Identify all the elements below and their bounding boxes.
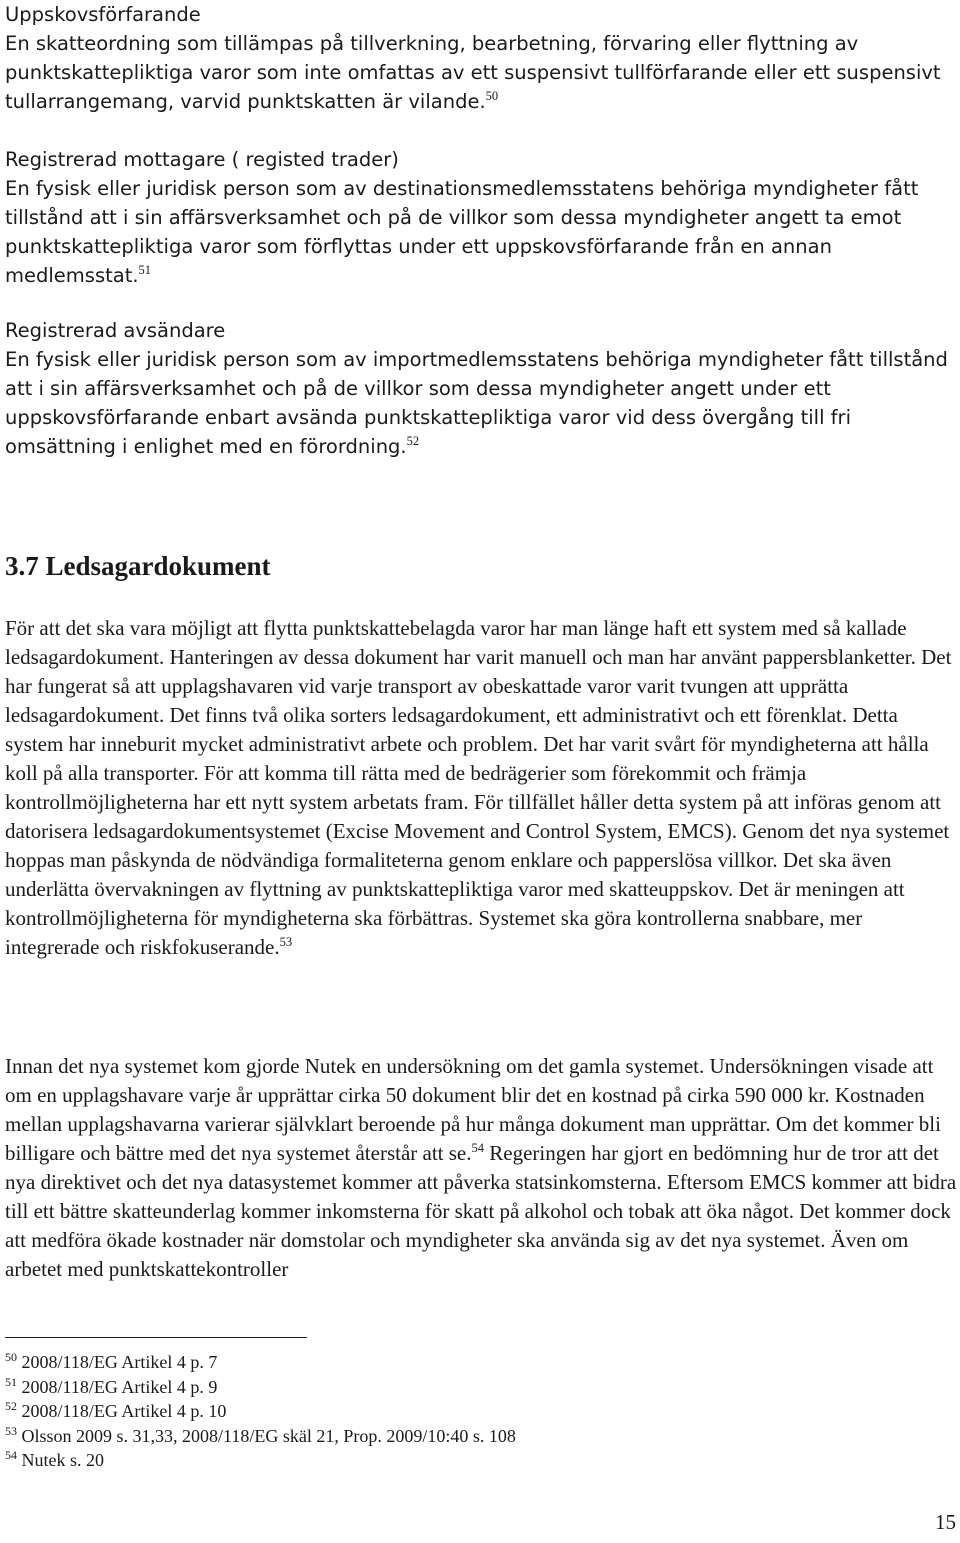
- definition-term: Registrerad avsändare: [5, 319, 226, 342]
- footnote-number: 54: [5, 1448, 17, 1462]
- definition-term: Uppskovsförfarande: [5, 3, 201, 26]
- footnote-ref[interactable]: 54: [471, 1141, 484, 1155]
- footnote-text: 2008/118/EG Artikel 4 p. 9: [21, 1376, 218, 1397]
- footnote-separator: [5, 1337, 307, 1338]
- footnote-ref[interactable]: 53: [279, 935, 293, 949]
- footnote-text: Nutek s. 20: [21, 1450, 104, 1470]
- footnote-number: 53: [5, 1423, 17, 1438]
- footnote-item: [5, 1424, 516, 1449]
- definition-term: Registrerad mottagare ( registed trader): [5, 148, 399, 171]
- footnote-number: 50: [5, 1350, 17, 1364]
- section-heading: 3.7 Ledsagardokument: [5, 551, 271, 581]
- footnote-text: 2008/118/EG Artikel 4 p. 7: [21, 1352, 218, 1372]
- definition-text: En fysisk eller juridisk person som av destinationsmedlemsstatens behöriga myndigheter fått tillstånd att i sin affärsverksamhet och på de villkor som dessa myndigheter angett ta emot punktskattepliktiga varor som förflyttas under ett uppskovsförfarande från en annan medlemsstat.$^{51}$: [5, 177, 919, 287]
- footnote-item: [5, 1448, 516, 1473]
- section-paragraph-1: För att det ska vara möjligt att flytta punktskattebelagda varor har man länge haft ett system med så kallade ledsagardokument. Hanteringen av dessa dokument har varit manuell och man har använt pappersblanketter. Det har fungerat så att upplagshavaren vid varje transport av obeskattade varor varit tvungen att upprätta ledsagardokument. Det finns två olika sorters ledsagardokument, ett administrativt och ett förenklat. Detta system har inneburit mycket administrativt arbete och problem. Det har varit svårt för myndigheterna att hålla koll på alla transporter. För att komma till rätta med de bedrägerier som förekommit och främja kontrollmöjligheterna har ett nytt system arbetats fram. För tillfället håller detta system på att införas genom att datorisera ledsagardokumentsystemet (Excise Movement and Control System, EMCS). Genom det nya systemet hoppas man påskynda de nödvändiga formaliteterna genom enklare och papperslösa villkor. Det ska även underlätta övervakningen av flyttning av punktskattepliktiga varor med skatteuppskov. Det är meningen att kontrollmöjligheterna för myndigheterna ska förbättras. Systemet ska göra kontrollerna snabbare, mer integrerade och riskfokuserande.$^{53}$: [5, 616, 952, 959]
- footnote-number: 52: [5, 1399, 17, 1413]
- definition-text: En skatteordning som tillämpas på tillverkning, bearbetning, förvaring eller flyttning av punktskattepliktiga varor som inte omfattas av ett suspensivt tullförfarande eller ett suspensivt tullarrangemang, varvid punktskatten är vilande.$^{50}$: [5, 32, 941, 113]
- definition-registrerad-avsandare: [5, 316, 960, 461]
- footnote-item: [5, 1350, 516, 1375]
- footnote-text: 2008/118/EG Artikel 4 p. 10: [21, 1401, 227, 1421]
- definition-registrerad-mottagare: [5, 145, 960, 290]
- definition-text: En fysisk eller juridisk person som av importmedlemsstatens behöriga myndigheter fått tillstånd att i sin affärsverksamhet och på de villkor som dessa myndigheter angett under ett uppskovsförfarande enbart avsända punktskattepliktiga varor vid dess övergång till fri omsättning i enlighet med en förordning.$^{52}$: [5, 348, 948, 458]
- footnote-item: [5, 1375, 516, 1400]
- footnote-text: Olsson 2009 s. 31,33, 2008/118/EG skäl 21, Prop. 2009/10:40 s. 108: [21, 1425, 516, 1446]
- footnotes: [5, 1350, 516, 1473]
- definition-uppskovsforfarande: [5, 0, 960, 116]
- footnote-item: [5, 1399, 516, 1424]
- page-number: 15: [935, 1510, 956, 1534]
- footnote-number: 51: [5, 1374, 17, 1389]
- footnote-ref[interactable]: 51: [138, 263, 152, 277]
- section-paragraph-2: Innan det nya systemet kom gjorde Nutek en undersökning om det gamla systemet. Undersökningen visade att om en upplagshavare varje år upprättar cirka 50 dokument blir det en kostnad på cirka 590 000 kr. Kostnaden mellan upplagshavarna varierar självklart beroende på hur många dokument man upprättar. Om det kommer bli billigare och bättre med det nya systemet återstår att se.$^{54}$ Regeringen har gjort en bedömning hur de tror att det nya direktivet och det nya datasystemet kommer att påverka statsinkomsterna. Eftersom EMCS kommer att bidra till ett bättre skatteunderlag kommer inkomsterna för skatt på alkohol och tobak att öka något. Det kommer dock att medföra ökade kostnader när domstolar och myndigheter ska använda sig av det nya systemet. Även om arbetet med punktskattekontroller: [5, 1054, 957, 1281]
- footnote-ref[interactable]: 50: [485, 89, 499, 103]
- footnote-ref[interactable]: 52: [406, 434, 420, 448]
